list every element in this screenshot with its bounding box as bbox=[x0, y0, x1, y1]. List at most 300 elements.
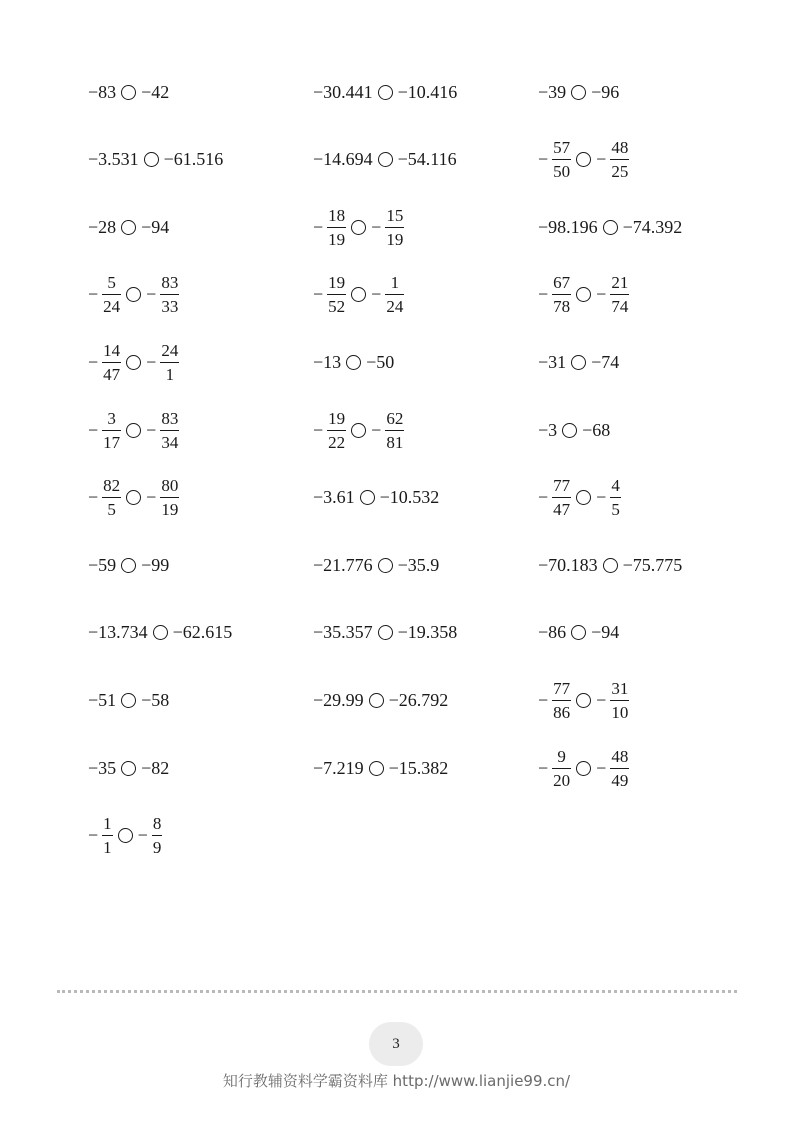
minus-sign: − bbox=[146, 351, 157, 372]
fraction bbox=[102, 342, 121, 383]
fraction-denominator: 78 bbox=[553, 297, 571, 317]
number-value: −10.416 bbox=[397, 81, 458, 102]
fraction bbox=[327, 410, 346, 451]
comparison-problem bbox=[88, 197, 169, 257]
operand-left bbox=[538, 748, 571, 789]
number-value: −74.392 bbox=[622, 216, 683, 237]
comparison-problem bbox=[88, 738, 169, 798]
fraction-bar bbox=[610, 159, 629, 160]
fraction bbox=[102, 477, 121, 518]
comparison-problem bbox=[313, 603, 457, 663]
operand-left bbox=[88, 410, 121, 451]
comparison-problem bbox=[88, 265, 179, 325]
fraction bbox=[385, 274, 404, 315]
operand-left bbox=[88, 690, 116, 711]
answer-circle[interactable] bbox=[369, 693, 384, 708]
fraction bbox=[552, 748, 571, 789]
operand-right bbox=[623, 555, 683, 576]
number-value: −82 bbox=[141, 757, 170, 778]
fraction-numerator: 5 bbox=[107, 273, 116, 293]
fraction-denominator: 20 bbox=[553, 770, 571, 790]
fraction-bar bbox=[552, 768, 571, 769]
operand-right bbox=[582, 420, 610, 441]
operand-right bbox=[398, 555, 440, 576]
minus-sign: − bbox=[88, 284, 99, 305]
fraction-denominator: 49 bbox=[611, 770, 629, 790]
number-value: −31 bbox=[538, 351, 567, 372]
operand-right bbox=[398, 622, 458, 643]
operand-left bbox=[88, 477, 121, 518]
answer-circle[interactable] bbox=[351, 287, 366, 302]
fraction-numerator: 1 bbox=[103, 814, 112, 834]
answer-circle[interactable] bbox=[126, 355, 141, 370]
fraction-numerator: 62 bbox=[386, 408, 404, 428]
number-value: −10.532 bbox=[379, 487, 440, 508]
operand-left bbox=[313, 410, 346, 451]
fraction-numerator: 19 bbox=[328, 273, 346, 293]
number-value: −75.775 bbox=[622, 554, 683, 575]
answer-circle[interactable] bbox=[576, 152, 591, 167]
answer-circle[interactable] bbox=[126, 423, 141, 438]
answer-circle[interactable] bbox=[360, 490, 375, 505]
answer-circle[interactable] bbox=[378, 625, 393, 640]
fraction bbox=[552, 680, 571, 721]
operand-right bbox=[371, 410, 404, 451]
fraction-numerator: 4 bbox=[611, 476, 620, 496]
fraction-bar bbox=[327, 294, 346, 295]
fraction-denominator: 5 bbox=[611, 500, 620, 520]
fraction-denominator: 86 bbox=[553, 702, 571, 722]
fraction-numerator: 48 bbox=[611, 746, 629, 766]
number-value: −59 bbox=[88, 554, 117, 575]
answer-circle[interactable] bbox=[153, 625, 168, 640]
answer-circle[interactable] bbox=[571, 625, 586, 640]
answer-circle[interactable] bbox=[576, 490, 591, 505]
fraction-denominator: 22 bbox=[328, 432, 346, 452]
comparison-problem bbox=[538, 265, 629, 325]
minus-sign: − bbox=[371, 419, 382, 440]
minus-sign: − bbox=[538, 689, 549, 710]
operand-left bbox=[538, 420, 557, 441]
number-value: −3.61 bbox=[313, 487, 355, 508]
answer-circle[interactable] bbox=[121, 693, 136, 708]
comparison-problem bbox=[313, 670, 448, 730]
operand-right bbox=[173, 622, 233, 643]
fraction bbox=[610, 477, 621, 518]
fraction-denominator: 9 bbox=[152, 838, 162, 858]
answer-circle[interactable] bbox=[571, 355, 586, 370]
answer-circle[interactable] bbox=[126, 287, 141, 302]
answer-circle[interactable] bbox=[121, 85, 136, 100]
number-value: −61.516 bbox=[163, 149, 224, 170]
minus-sign: − bbox=[88, 419, 99, 440]
answer-circle[interactable] bbox=[603, 558, 618, 573]
fraction-denominator: 52 bbox=[328, 297, 346, 317]
operand-right bbox=[371, 274, 404, 315]
number-value: −19.358 bbox=[397, 622, 458, 643]
minus-sign: − bbox=[596, 757, 607, 778]
fraction-bar bbox=[102, 294, 121, 295]
operand-right bbox=[366, 352, 394, 373]
answer-circle[interactable] bbox=[562, 423, 577, 438]
fraction-denominator: 81 bbox=[386, 432, 404, 452]
number-value: −35.357 bbox=[313, 622, 373, 643]
minus-sign: − bbox=[371, 216, 382, 237]
operand-left bbox=[538, 352, 566, 373]
fraction-denominator: 50 bbox=[553, 162, 571, 182]
operand-right bbox=[389, 758, 449, 779]
answer-circle[interactable] bbox=[351, 220, 366, 235]
operand-left bbox=[313, 555, 373, 576]
fraction bbox=[327, 207, 346, 248]
fraction-bar bbox=[610, 700, 629, 701]
fraction-denominator: 1 bbox=[165, 364, 175, 384]
operand-right bbox=[380, 487, 440, 508]
operand-right bbox=[398, 82, 458, 103]
minus-sign: − bbox=[538, 487, 549, 508]
operand-right bbox=[623, 217, 683, 238]
fraction bbox=[152, 815, 163, 856]
minus-sign: − bbox=[596, 487, 607, 508]
minus-sign: − bbox=[596, 689, 607, 710]
fraction-numerator: 18 bbox=[328, 205, 346, 225]
number-value: −94 bbox=[141, 216, 170, 237]
operand-left bbox=[538, 555, 598, 576]
operand-right bbox=[146, 477, 179, 518]
comparison-problem bbox=[88, 535, 169, 595]
fraction-numerator: 3 bbox=[107, 408, 116, 428]
minus-sign: − bbox=[88, 825, 99, 846]
fraction bbox=[160, 274, 179, 315]
comparison-problem bbox=[88, 130, 223, 190]
operand-left bbox=[313, 149, 373, 170]
number-value: −28 bbox=[88, 216, 117, 237]
fraction-bar bbox=[552, 497, 571, 498]
fraction bbox=[102, 410, 121, 451]
number-value: −26.792 bbox=[388, 689, 449, 710]
comparison-problem bbox=[313, 197, 404, 257]
minus-sign: − bbox=[313, 216, 324, 237]
number-value: −74 bbox=[591, 351, 620, 372]
problem-row bbox=[0, 738, 793, 798]
comparison-problem bbox=[538, 62, 619, 122]
minus-sign: − bbox=[88, 487, 99, 508]
minus-sign: − bbox=[146, 284, 157, 305]
fraction bbox=[385, 410, 404, 451]
number-value: −21.776 bbox=[313, 554, 373, 575]
comparison-problem bbox=[313, 400, 404, 460]
fraction-bar bbox=[610, 497, 621, 498]
answer-circle[interactable] bbox=[378, 85, 393, 100]
fraction-bar bbox=[102, 362, 121, 363]
minus-sign: − bbox=[313, 284, 324, 305]
number-value: −98.196 bbox=[538, 216, 598, 237]
number-value: −70.183 bbox=[538, 554, 598, 575]
fraction bbox=[102, 274, 121, 315]
number-value: −94 bbox=[591, 622, 620, 643]
fraction-bar bbox=[102, 497, 121, 498]
comparison-problem bbox=[538, 535, 682, 595]
fraction-denominator: 19 bbox=[328, 229, 346, 249]
number-value: −7.219 bbox=[313, 757, 364, 778]
operand-left bbox=[313, 274, 346, 315]
answer-circle[interactable] bbox=[121, 220, 136, 235]
fraction bbox=[160, 342, 179, 383]
problem-row bbox=[0, 332, 793, 392]
number-value: −14.694 bbox=[313, 149, 373, 170]
minus-sign: − bbox=[538, 149, 549, 170]
number-value: −86 bbox=[538, 622, 567, 643]
fraction-denominator: 34 bbox=[161, 432, 179, 452]
fraction-denominator: 74 bbox=[611, 297, 629, 317]
fraction-denominator: 47 bbox=[103, 364, 121, 384]
operand-right bbox=[146, 274, 179, 315]
number-value: −58 bbox=[141, 689, 170, 710]
footer-watermark: 知行教辅资料学霸资料库 http://www.lianjie99.cn/ bbox=[222, 1072, 571, 1090]
operand-right bbox=[138, 815, 163, 856]
minus-sign: − bbox=[538, 284, 549, 305]
fraction bbox=[610, 274, 629, 315]
operand-left bbox=[538, 139, 571, 180]
fraction-bar bbox=[160, 294, 179, 295]
comparison-problem bbox=[88, 603, 232, 663]
operand-right bbox=[141, 82, 169, 103]
problem-row bbox=[0, 197, 793, 257]
number-value: −35 bbox=[88, 757, 117, 778]
operand-right bbox=[164, 149, 224, 170]
minus-sign: − bbox=[596, 149, 607, 170]
fraction-numerator: 15 bbox=[386, 205, 404, 225]
comparison-problem bbox=[88, 332, 179, 392]
fraction-bar bbox=[552, 294, 571, 295]
fraction-bar bbox=[160, 362, 179, 363]
dotted-separator bbox=[57, 990, 737, 993]
number-value: −54.116 bbox=[397, 149, 457, 170]
operand-left bbox=[313, 487, 355, 508]
minus-sign: − bbox=[596, 284, 607, 305]
number-value: −68 bbox=[582, 419, 611, 440]
problem-row bbox=[0, 130, 793, 190]
comparison-problem bbox=[538, 130, 629, 190]
fraction-denominator: 1 bbox=[103, 838, 112, 858]
fraction-denominator: 19 bbox=[386, 229, 404, 249]
problem-row bbox=[0, 265, 793, 325]
page-number-badge bbox=[369, 1022, 423, 1066]
fraction bbox=[610, 680, 629, 721]
number-value: −50 bbox=[366, 351, 395, 372]
answer-circle[interactable] bbox=[346, 355, 361, 370]
comparison-problem bbox=[88, 670, 169, 730]
number-value: −3 bbox=[538, 419, 558, 440]
number-value: −29.99 bbox=[313, 689, 364, 710]
minus-sign: − bbox=[137, 825, 148, 846]
operand-left bbox=[313, 207, 346, 248]
operand-left bbox=[88, 274, 121, 315]
problem-row bbox=[0, 535, 793, 595]
fraction-bar bbox=[327, 227, 346, 228]
answer-circle[interactable] bbox=[571, 85, 586, 100]
answer-circle[interactable] bbox=[576, 693, 591, 708]
fraction-numerator: 24 bbox=[161, 340, 179, 360]
operand-left bbox=[538, 274, 571, 315]
problem-row bbox=[0, 806, 793, 866]
number-value: −99 bbox=[141, 554, 170, 575]
fraction-numerator: 21 bbox=[611, 273, 629, 293]
fraction bbox=[385, 207, 404, 248]
fraction bbox=[102, 815, 113, 856]
operand-left bbox=[88, 555, 116, 576]
operand-right bbox=[596, 748, 629, 789]
comparison-problem bbox=[313, 468, 439, 528]
operand-right bbox=[591, 352, 619, 373]
fraction-denominator: 25 bbox=[611, 162, 629, 182]
comparison-problem bbox=[313, 535, 439, 595]
comparison-problem bbox=[313, 130, 457, 190]
operand-left bbox=[88, 815, 113, 856]
comparison-problem bbox=[538, 332, 619, 392]
minus-sign: − bbox=[371, 284, 382, 305]
operand-left bbox=[88, 149, 139, 170]
operand-right bbox=[596, 680, 629, 721]
answer-circle[interactable] bbox=[378, 152, 393, 167]
fraction-numerator: 14 bbox=[103, 340, 121, 360]
answer-circle[interactable] bbox=[576, 287, 591, 302]
fraction-numerator: 9 bbox=[557, 746, 566, 766]
operand-left bbox=[538, 477, 571, 518]
fraction-denominator: 17 bbox=[103, 432, 121, 452]
operand-right bbox=[591, 82, 619, 103]
operand-right bbox=[141, 690, 169, 711]
fraction bbox=[552, 477, 571, 518]
fraction-denominator: 24 bbox=[103, 297, 121, 317]
operand-right bbox=[389, 690, 449, 711]
fraction bbox=[327, 274, 346, 315]
comparison-problem bbox=[538, 670, 629, 730]
answer-circle[interactable] bbox=[369, 761, 384, 776]
operand-left bbox=[538, 82, 566, 103]
number-value: −62.615 bbox=[172, 622, 233, 643]
fraction-bar bbox=[610, 768, 629, 769]
fraction-numerator: 83 bbox=[161, 273, 179, 293]
answer-circle[interactable] bbox=[121, 761, 136, 776]
operand-right bbox=[596, 139, 629, 180]
operand-right bbox=[141, 217, 169, 238]
operand-right bbox=[141, 758, 169, 779]
operand-left bbox=[88, 622, 148, 643]
operand-right bbox=[146, 410, 179, 451]
number-value: −13 bbox=[313, 351, 342, 372]
fraction-bar bbox=[160, 497, 179, 498]
fraction-numerator: 77 bbox=[553, 678, 571, 698]
comparison-problem bbox=[313, 62, 457, 122]
operand-right bbox=[146, 342, 179, 383]
fraction-bar bbox=[102, 430, 121, 431]
operand-left bbox=[313, 622, 373, 643]
comparison-problem bbox=[88, 806, 162, 866]
fraction-denominator: 47 bbox=[553, 500, 571, 520]
answer-circle[interactable] bbox=[121, 558, 136, 573]
comparison-problem bbox=[538, 197, 682, 257]
fraction-numerator: 8 bbox=[152, 814, 162, 834]
problem-row bbox=[0, 468, 793, 528]
fraction-bar bbox=[385, 430, 404, 431]
fraction bbox=[610, 748, 629, 789]
answer-circle[interactable] bbox=[576, 761, 591, 776]
problem-row bbox=[0, 62, 793, 122]
number-value: −42 bbox=[141, 81, 170, 102]
answer-circle[interactable] bbox=[378, 558, 393, 573]
answer-circle[interactable] bbox=[351, 423, 366, 438]
operand-left bbox=[88, 342, 121, 383]
answer-circle[interactable] bbox=[118, 828, 133, 843]
fraction-bar bbox=[160, 430, 179, 431]
fraction-numerator: 19 bbox=[328, 408, 346, 428]
fraction bbox=[552, 139, 571, 180]
comparison-problem bbox=[88, 62, 169, 122]
fraction bbox=[160, 477, 179, 518]
fraction-numerator: 48 bbox=[611, 138, 629, 158]
fraction-denominator: 33 bbox=[161, 297, 179, 317]
fraction-numerator: 57 bbox=[553, 138, 571, 158]
fraction-bar bbox=[552, 700, 571, 701]
fraction bbox=[610, 139, 629, 180]
comparison-problem bbox=[538, 738, 629, 798]
number-value: −13.734 bbox=[88, 622, 148, 643]
answer-circle[interactable] bbox=[144, 152, 159, 167]
operand-left bbox=[88, 82, 116, 103]
operand-left bbox=[88, 758, 116, 779]
number-value: −96 bbox=[591, 81, 620, 102]
fraction-numerator: 1 bbox=[390, 273, 400, 293]
comparison-problem bbox=[313, 738, 448, 798]
operand-left bbox=[313, 690, 364, 711]
minus-sign: − bbox=[146, 419, 157, 440]
operand-left bbox=[313, 352, 341, 373]
operand-right bbox=[596, 477, 621, 518]
answer-circle[interactable] bbox=[126, 490, 141, 505]
fraction-bar bbox=[327, 430, 346, 431]
operand-right bbox=[141, 555, 169, 576]
answer-circle[interactable] bbox=[603, 220, 618, 235]
number-value: −30.441 bbox=[313, 81, 373, 102]
problem-row bbox=[0, 603, 793, 663]
fraction bbox=[552, 274, 571, 315]
fraction-denominator: 5 bbox=[107, 500, 116, 520]
number-value: −15.382 bbox=[388, 757, 449, 778]
comparison-problem bbox=[538, 603, 619, 663]
number-value: −3.531 bbox=[88, 149, 139, 170]
fraction-bar bbox=[552, 159, 571, 160]
number-value: −83 bbox=[88, 81, 117, 102]
fraction-numerator: 82 bbox=[103, 476, 121, 496]
number-value: −35.9 bbox=[397, 554, 440, 575]
comparison-problem bbox=[313, 265, 404, 325]
comparison-problem bbox=[88, 468, 179, 528]
fraction-denominator: 10 bbox=[611, 702, 629, 722]
fraction-numerator: 31 bbox=[611, 678, 629, 698]
operand-right bbox=[591, 622, 619, 643]
operand-left bbox=[313, 758, 364, 779]
fraction bbox=[160, 410, 179, 451]
number-value: −51 bbox=[88, 689, 117, 710]
fraction-bar bbox=[152, 835, 163, 836]
comparison-problem bbox=[313, 332, 394, 392]
problem-row bbox=[0, 670, 793, 730]
operand-left bbox=[313, 82, 373, 103]
number-value: −39 bbox=[538, 81, 567, 102]
fraction-bar bbox=[385, 227, 404, 228]
minus-sign: − bbox=[146, 487, 157, 508]
